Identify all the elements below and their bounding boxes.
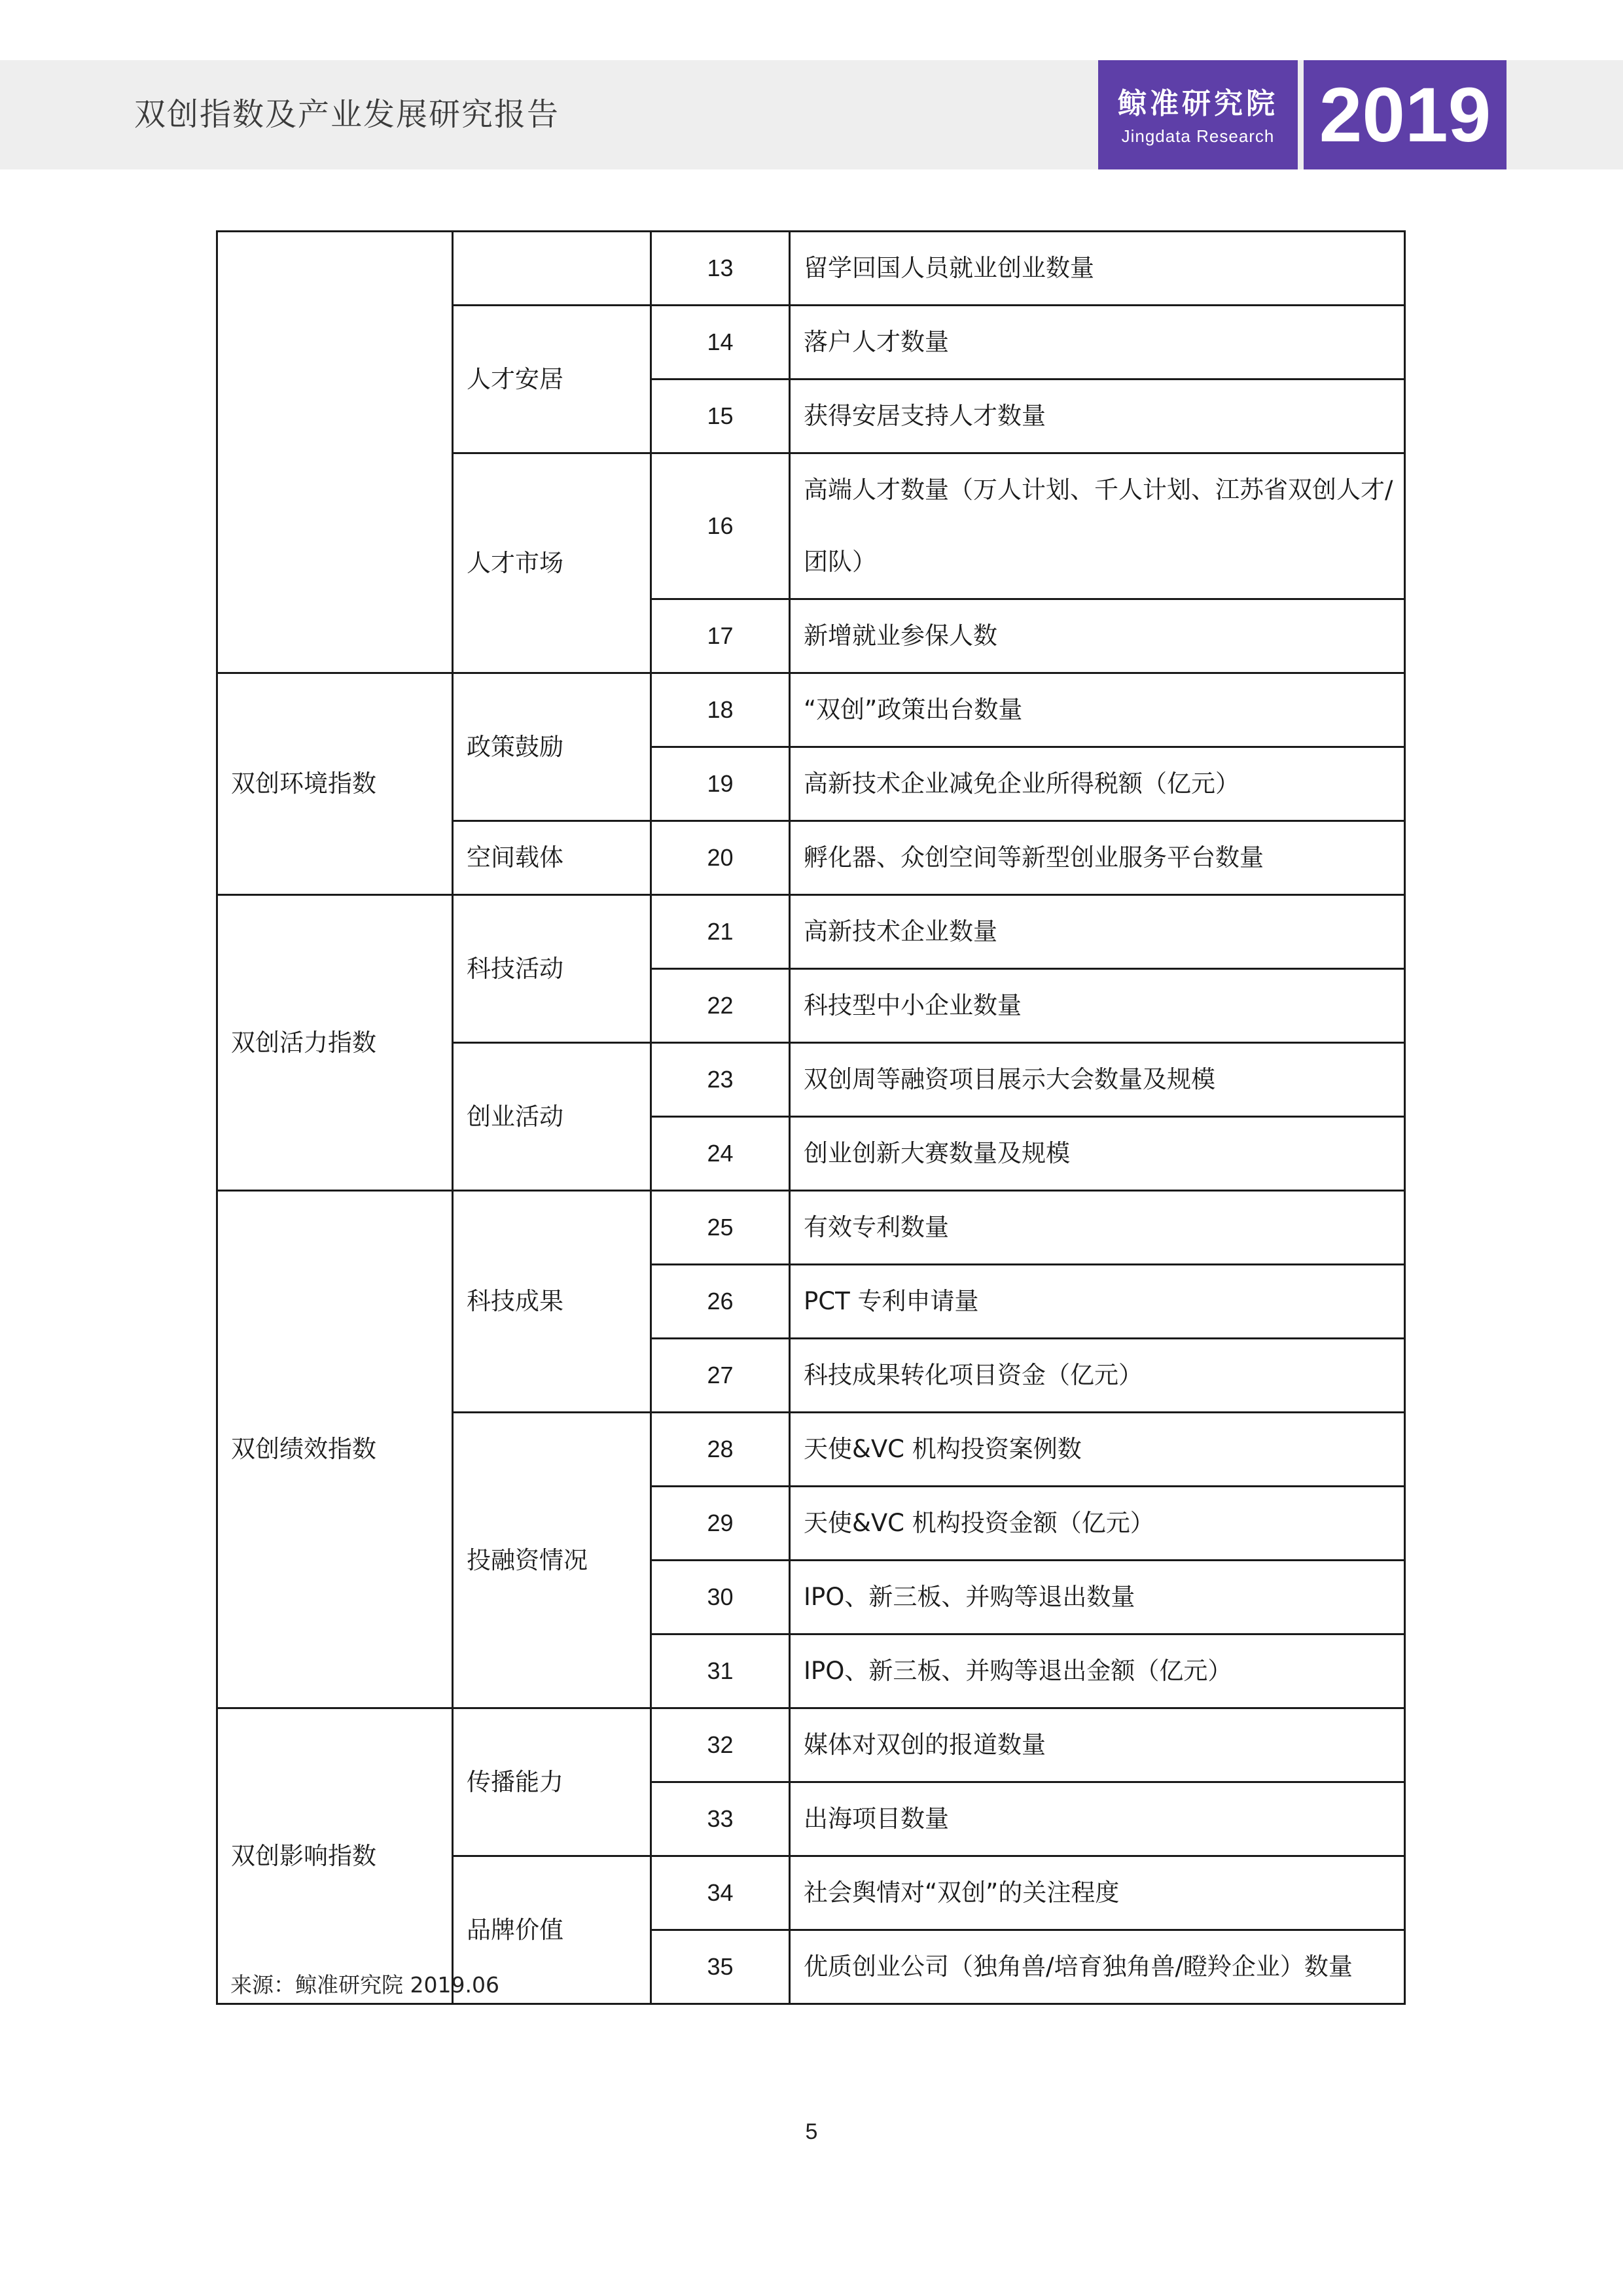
item-number: 31 [651, 1634, 790, 1708]
item-description: 孵化器、众创空间等新型创业服务平台数量 [790, 821, 1405, 895]
item-description: 高新技术企业减免企业所得税额（亿元） [790, 747, 1405, 821]
item-number: 35 [651, 1930, 790, 2004]
item-number: 26 [651, 1265, 790, 1339]
item-number: 34 [651, 1856, 790, 1930]
year-text: 2019 [1319, 72, 1491, 158]
item-number: 13 [651, 232, 790, 306]
brand-name-cn: 鲸准研究院 [1118, 87, 1278, 120]
category-cell: 双创环境指数 [217, 673, 453, 895]
category-cell: 双创绩效指数 [217, 1191, 453, 1708]
item-description: 获得安居支持人才数量 [790, 380, 1405, 453]
item-number: 18 [651, 673, 790, 747]
item-number: 27 [651, 1339, 790, 1413]
item-description: 落户人才数量 [790, 306, 1405, 380]
subcategory-cell [453, 232, 651, 306]
item-description: “双创”政策出台数量 [790, 673, 1405, 747]
item-description: 新增就业参保人数 [790, 599, 1405, 673]
item-description: 科技型中小企业数量 [790, 969, 1405, 1043]
item-description: 留学回国人员就业创业数量 [790, 232, 1405, 306]
table-row [217, 232, 1405, 306]
item-description: 创业创新大赛数量及规模 [790, 1117, 1405, 1191]
item-number: 19 [651, 747, 790, 821]
item-description: 高端人才数量（万人计划、千人计划、江苏省双创人才/团队） [790, 453, 1405, 599]
item-description: IPO、新三板、并购等退出金额（亿元） [790, 1634, 1405, 1708]
table-row [217, 1708, 1405, 1782]
subcategory-cell: 人才市场 [453, 453, 651, 673]
item-number: 21 [651, 895, 790, 969]
index-table [216, 230, 1406, 2005]
item-description: 有效专利数量 [790, 1191, 1405, 1265]
category-cell: 双创影响指数 [217, 1708, 453, 2004]
document-title: 双创指数及产业发展研究报告 [134, 96, 560, 133]
subcategory-cell: 创业活动 [453, 1043, 651, 1191]
item-number: 32 [651, 1708, 790, 1782]
item-number: 16 [651, 453, 790, 599]
item-number: 30 [651, 1561, 790, 1634]
item-number: 29 [651, 1487, 790, 1561]
subcategory-cell: 传播能力 [453, 1708, 651, 1856]
subcategory-cell: 科技成果 [453, 1191, 651, 1413]
item-description: IPO、新三板、并购等退出数量 [790, 1561, 1405, 1634]
subcategory-cell: 品牌价值 [453, 1856, 651, 2004]
category-cell: 双创活力指数 [217, 895, 453, 1191]
item-number: 25 [651, 1191, 790, 1265]
table-row [217, 1191, 1405, 1265]
item-number: 20 [651, 821, 790, 895]
item-description: 天使&VC 机构投资案例数 [790, 1413, 1405, 1487]
source-note: 来源：鲸准研究院 2019.06 [230, 1972, 499, 1998]
subcategory-cell: 投融资情况 [453, 1413, 651, 1708]
item-description: 出海项目数量 [790, 1782, 1405, 1856]
item-number: 23 [651, 1043, 790, 1117]
subcategory-cell: 人才安居 [453, 306, 651, 453]
brand-name-en: Jingdata Research [1121, 126, 1275, 146]
item-description: 媒体对双创的报道数量 [790, 1708, 1405, 1782]
item-number: 15 [651, 380, 790, 453]
subcategory-cell: 政策鼓励 [453, 673, 651, 821]
table-row [217, 895, 1405, 969]
item-description: 科技成果转化项目资金（亿元） [790, 1339, 1405, 1413]
item-description: 双创周等融资项目展示大会数量及规模 [790, 1043, 1405, 1117]
item-description: PCT 专利申请量 [790, 1265, 1405, 1339]
item-number: 22 [651, 969, 790, 1043]
subcategory-cell: 空间载体 [453, 821, 651, 895]
item-number: 28 [651, 1413, 790, 1487]
subcategory-cell: 科技活动 [453, 895, 651, 1043]
item-description: 优质创业公司（独角兽/培育独角兽/瞪羚企业）数量 [790, 1930, 1405, 2004]
item-number: 17 [651, 599, 790, 673]
page-number: 5 [805, 2119, 818, 2144]
brand-logo [1098, 60, 1298, 169]
table-row [217, 673, 1405, 747]
category-cell [217, 232, 453, 673]
item-description: 社会舆情对“双创”的关注程度 [790, 1856, 1405, 1930]
item-description: 高新技术企业数量 [790, 895, 1405, 969]
item-description: 天使&VC 机构投资金额（亿元） [790, 1487, 1405, 1561]
item-number: 24 [651, 1117, 790, 1191]
item-number: 14 [651, 306, 790, 380]
year-badge [1304, 60, 1507, 169]
item-number: 33 [651, 1782, 790, 1856]
